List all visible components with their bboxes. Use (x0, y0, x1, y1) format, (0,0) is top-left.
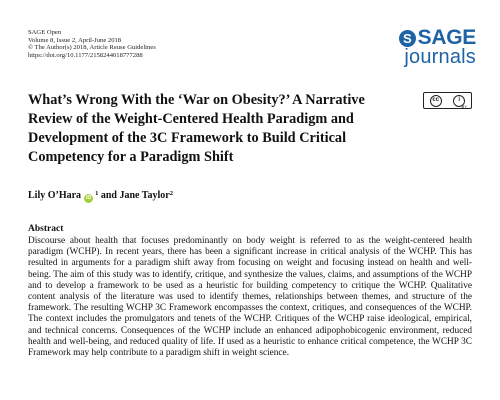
article-doi-link[interactable]: https://doi.org/10.1177/2158244018777288 (28, 51, 143, 59)
cc-badge: cc (430, 95, 442, 107)
author-name[interactable]: Jane Taylor (119, 190, 170, 201)
author-list (28, 190, 173, 203)
journal-volume: Volume 8, Issue 2, April-June 2018 (28, 36, 122, 44)
author-affiliation: 2 (169, 190, 173, 197)
attribution-person-icon: i (453, 95, 465, 107)
cc-by-label: BY (461, 104, 467, 109)
sage-journals-logo[interactable] (399, 28, 476, 67)
article-title: What’s Wrong With the ‘War on Obesity?’ A Narrative Review of the Weight-Centered Health Paradigm and Development of the 3C Framework to Build Critical Competency for a Paradigm Shift (28, 92, 365, 165)
orcid-icon[interactable]: iD (85, 195, 92, 201)
abstract-heading: Abstract (28, 224, 64, 234)
author-separator: and (98, 190, 120, 201)
sage-logo-top (399, 28, 476, 48)
journal-meta (28, 29, 156, 59)
author-affiliation: 1 (95, 190, 99, 197)
journal-copyright: © The Author(s) 2018, Article Reuse Guidelines (28, 44, 156, 52)
sage-s-icon: S (399, 30, 416, 47)
journals-logo-text: journals (404, 46, 476, 68)
creative-commons-by-icon[interactable] (423, 92, 472, 109)
journal-name: SAGE Open (28, 29, 62, 36)
author-name[interactable]: Lily O’Hara (28, 190, 82, 201)
abstract-text: Discourse about health that focuses predominantly on body weight is referred to as the weight-centered health paradigm (WCHP). In recent years, there has been a significant increase in critical analysis of the WCHP. This has resulted in arguments for a paradigm shift away from focusing on weight and focusing instead on health and well-being. The aim of this study was to identify, critique, and synthesize the values, claims, and assumptions of the WCHP and to develop a framework to be used as a heuristic for building competency to critique the WCHP. Qualitative content analysis of the literature was used to identify themes, relationships between themes, and structure of the framework. The resulting WCHP 3C Framework encompasses the context, critiques, and consequences of the WCHP. The context includes the promulgators and tenets of the WCHP. Critiques of the WCHP raise ideological, empirical, and technical concerns. Consequences of the WCHP include an enhanced adipophobicogenic environment, reduced health and well-being, and reduced quality of life. If used as a heuristic to enhance critical competence, the WCHP 3C Framework may help contribute to a paradigm shift in weight science. (28, 236, 472, 359)
sage-logo-text: SAGE (417, 26, 476, 49)
